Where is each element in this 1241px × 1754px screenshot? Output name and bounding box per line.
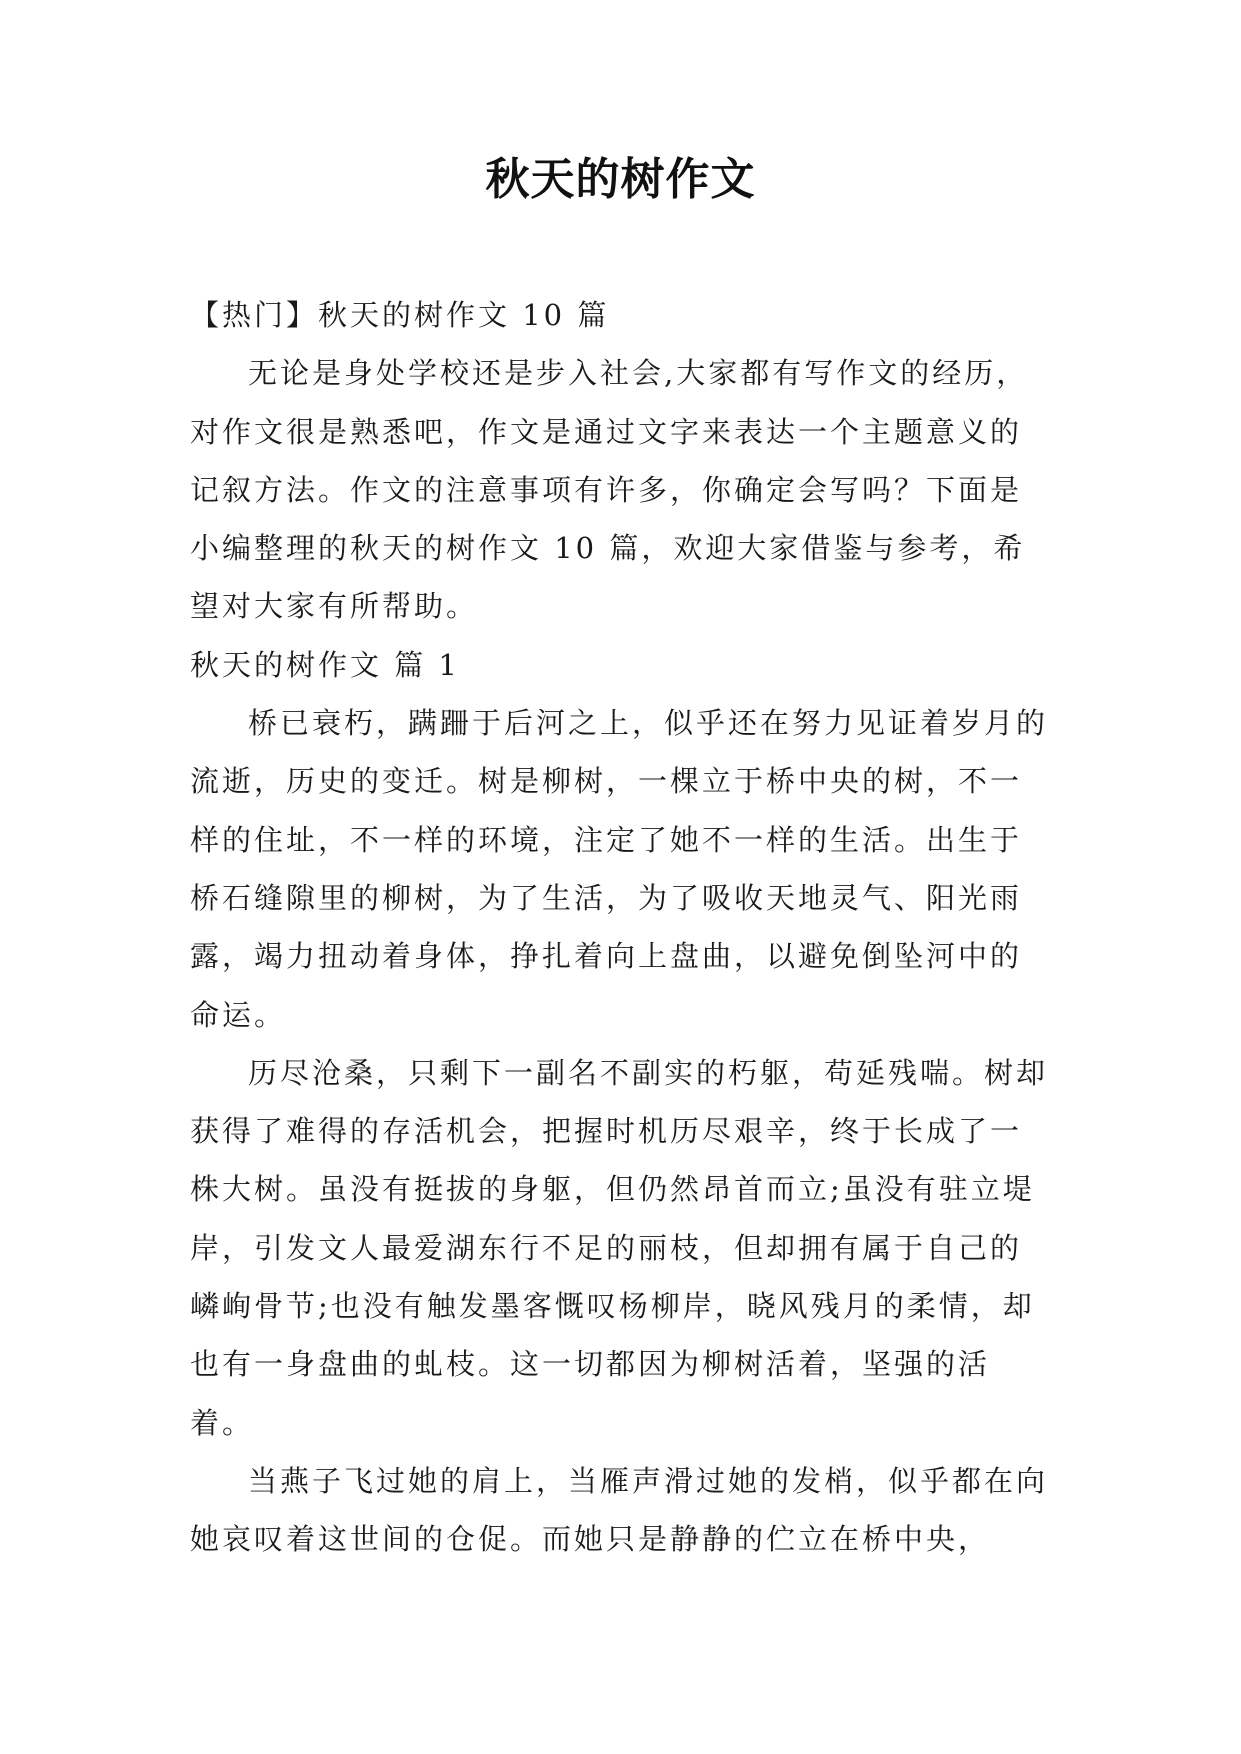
body-paragraph: 桥已衰朽，蹒跚于后河之上，似乎还在努力见证着岁月的流逝，历史的变迁。树是柳树，一棵立于桥中央的树，不一样的住址，不一样的环境，注定了她不一样的生活。出生于桥石缝隙里的柳树，为了生活，为了吸收天地灵气、阳光雨露，竭力扭动着身体，挣扎着向上盘曲，以避免倒坠河中的命运。: [190, 706, 1049, 1032]
page-title: 秋天的树作文: [485, 154, 756, 205]
body-paragraph: 当燕子飞过她的肩上，当雁声滑过她的发梢，似乎都在向她哀叹着这世间的仓促。而她只是静静的伫立在桥中央，: [190, 1463, 1049, 1557]
body-paragraph: 历尽沧桑，只剩下一副名不副实的朽躯，苟延残喘。树却获得了难得的存活机会，把握时机历尽艰辛，终于长成了一株大树。虽没有挺拔的身躯，但仍然昂首而立;虽没有驻立堤岸，引发文人最爱湖东行不足的丽枝，但却拥有属于自己的嶙峋骨节;也没有触发墨客慨叹杨柳岸，晓风残月的柔情，却也有一身盘曲的虬枝。这一切都因为柳树活着，坚强的活着。: [190, 1055, 1049, 1440]
intro-paragraph: 无论是身处学校还是步入社会,大家都有写作文的经历，对作文很是熟悉吧，作文是通过文字来表达一个主题意义的记叙方法。作文的注意事项有许多，你确定会写吗？下面是小编整理的秋天的树作文 10 篇，欢迎大家借鉴与参考，希望对大家有所帮助。: [190, 356, 1029, 624]
document-subtitle: 【热门】秋天的树作文 10 篇: [190, 298, 610, 332]
section-heading: 秋天的树作文 篇 1: [190, 647, 460, 682]
document-body: [190, 286, 1050, 1569]
